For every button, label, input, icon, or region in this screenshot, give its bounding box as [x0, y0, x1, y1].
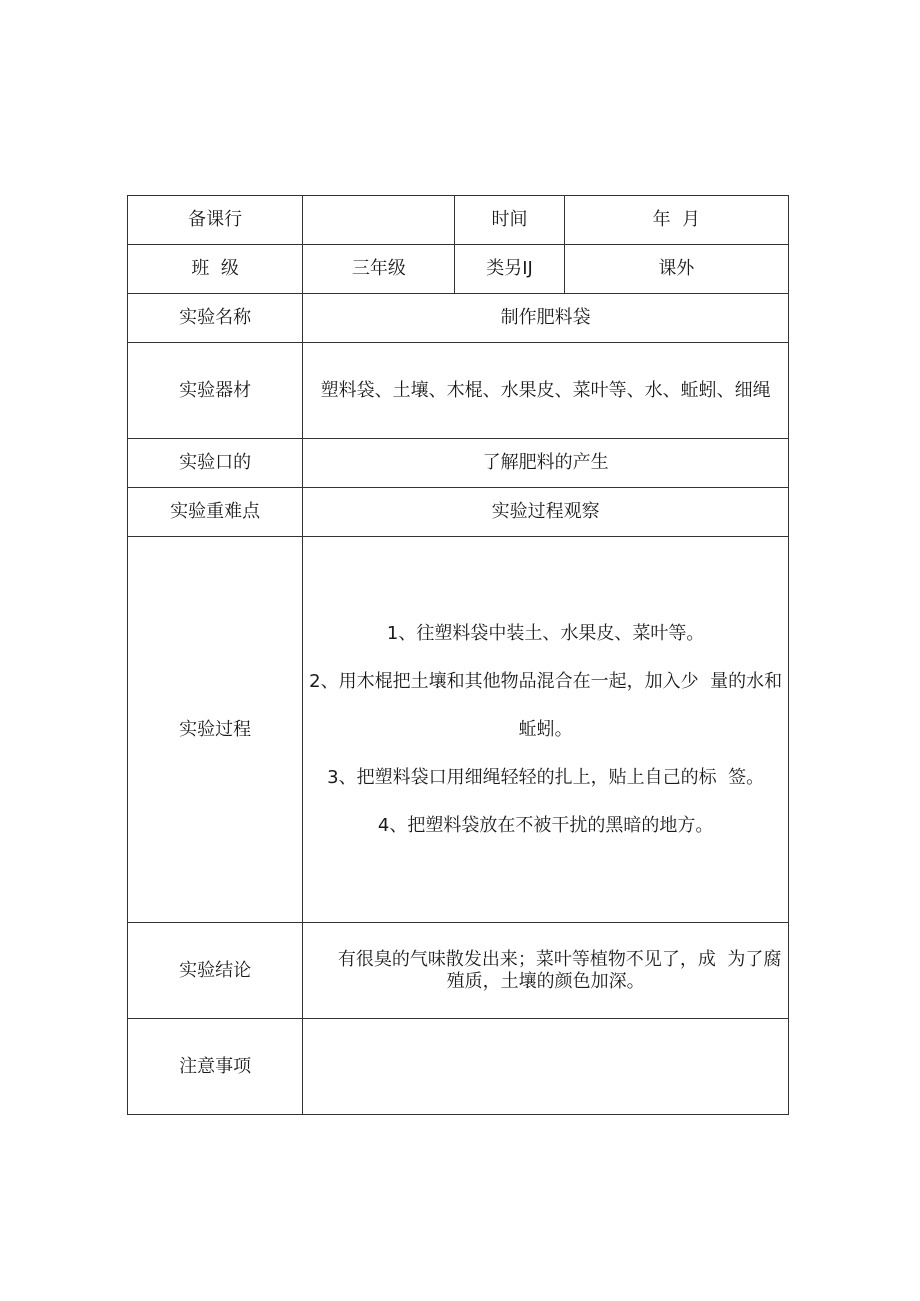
row-notes [128, 1019, 789, 1115]
category-label: 类另IJ [455, 245, 564, 294]
row-purpose [128, 439, 789, 488]
row-teacher-time [128, 196, 789, 245]
purpose-value: 了解肥料的产生 [303, 439, 789, 488]
process-step: 4、把塑料袋放在不被干扰的黑暗的地方。 [377, 814, 714, 836]
materials-label: 实验器材 [128, 343, 303, 439]
conclusion-value: 有很臭的气味散发出来；菜叶等植物不见了，成 为了腐殖质，土壤的颜色加深。 [337, 948, 782, 992]
row-experiment-name [128, 294, 789, 343]
materials-value: 塑料袋、土壤、木棍、水果皮、菜叶等、水、蚯蚓、细绳 [303, 343, 789, 439]
key-points-label: 实验重难点 [128, 488, 303, 537]
experiment-record-table [127, 195, 789, 1115]
process-step: 2、用木棍把土壤和其他物品混合在一起，加入少 量的水和蚯蚓。 [309, 670, 783, 740]
notes-value [303, 1019, 789, 1115]
time-label: 时间 [455, 196, 564, 245]
experiment-name-value: 制作肥料袋 [303, 294, 789, 343]
class-value: 三年级 [303, 245, 455, 294]
row-class-category [128, 245, 789, 294]
row-conclusion [128, 923, 789, 1019]
row-materials [128, 343, 789, 439]
row-key-points [128, 488, 789, 537]
class-label: 班 级 [128, 245, 303, 294]
process-step: 1、往塑料袋中装土、水果皮、菜叶等。 [386, 622, 705, 644]
experiment-name-label: 实验名称 [128, 294, 303, 343]
conclusion-cell [303, 923, 789, 1019]
teacher-label: 备课行 [128, 196, 303, 245]
time-value: 年 月 [564, 196, 788, 245]
category-value: 课外 [564, 245, 788, 294]
purpose-label: 实验口的 [128, 439, 303, 488]
conclusion-label: 实验结论 [128, 923, 303, 1019]
key-points-value: 实验过程观察 [303, 488, 789, 537]
row-process [128, 537, 789, 923]
process-label: 实验过程 [128, 537, 303, 923]
teacher-value [303, 196, 455, 245]
process-step: 3、把塑料袋口用细绳轻轻的扎上，贴上自己的标 签。 [327, 766, 765, 788]
notes-label: 注意事项 [128, 1019, 303, 1115]
process-steps [303, 537, 789, 923]
